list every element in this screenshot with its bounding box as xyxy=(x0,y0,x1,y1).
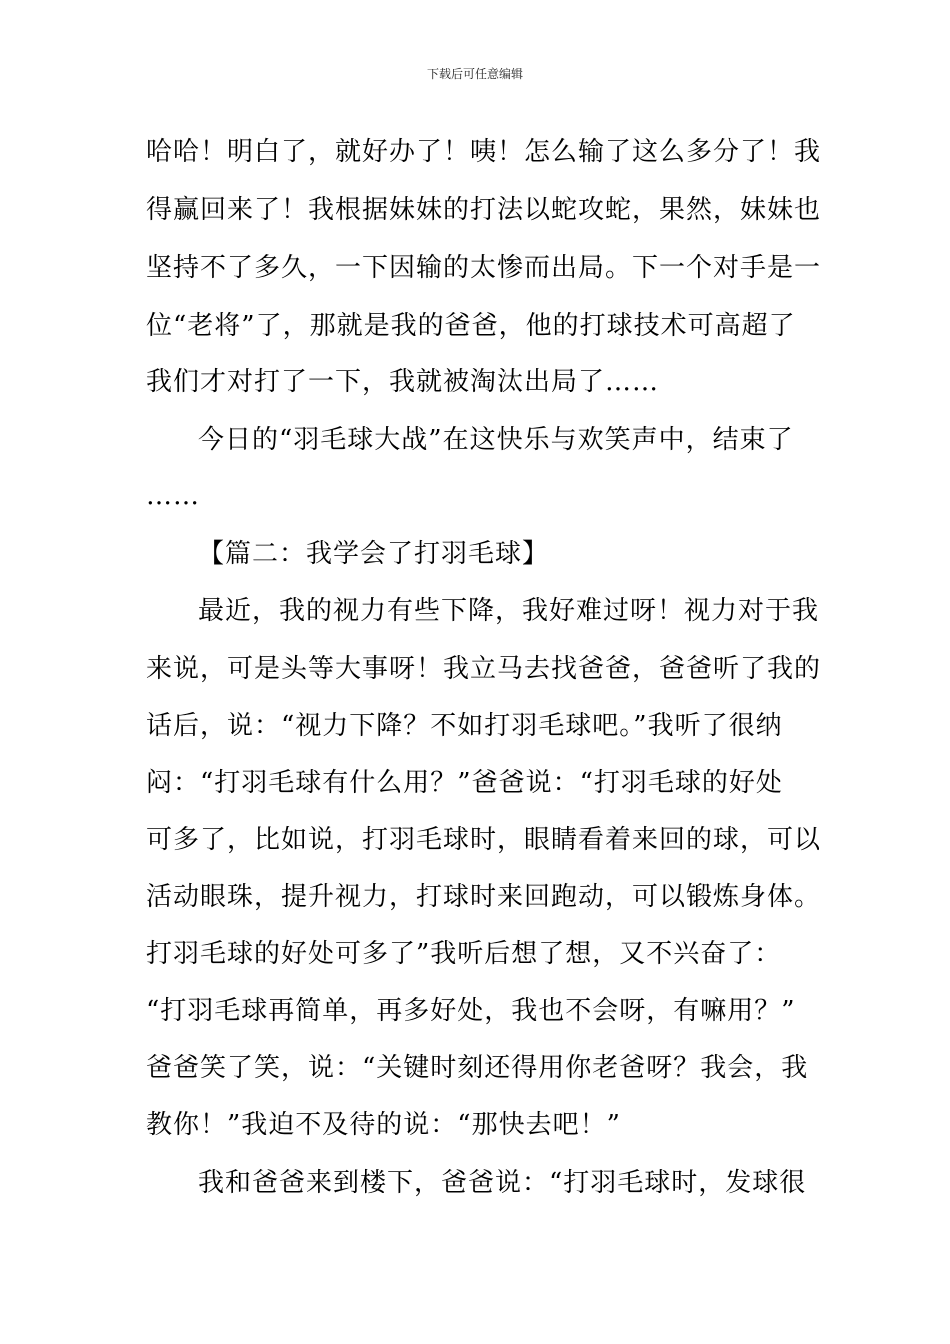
text-line: 我们才对打了一下，我就被淘汰出局了…… xyxy=(146,367,660,397)
section-heading: 【篇二：我学会了打羽毛球】 xyxy=(198,539,550,569)
text-line: 爸爸笑了笑，说：“关键时刻还得用你老爸呀？我会，我 xyxy=(146,1053,809,1083)
text-line: 哈哈！明白了，就好办了！咦！怎么输了这么多分了！我 xyxy=(146,137,822,167)
paragraph-start-line: 我和爸爸来到楼下，爸爸说：“打羽毛球时，发球很 xyxy=(198,1168,807,1198)
text-line: 得赢回来了！我根据妹妹的打法以蛇攻蛇，果然，妹妹也 xyxy=(146,195,822,225)
text-line: 来说，可是头等大事呀！我立马去找爸爸，爸爸听了我的 xyxy=(146,654,822,684)
text-line: 位“老将”了，那就是我的爸爸，他的打球技术可高超了 xyxy=(146,311,796,341)
text-line: 可多了，比如说，打羽毛球时，眼睛看着来回的球，可以 xyxy=(146,825,822,855)
text-line: 话后，说：“视力下降？不如打羽毛球吧。”我听了很纳 xyxy=(146,711,783,741)
text-line: 坚持不了多久，一下因输的太惨而出局。下一个对手是一 xyxy=(146,253,822,283)
text-line: 教你！”我迫不及待的说：“那快去吧！” xyxy=(146,1110,621,1140)
text-line: 活动眼珠，提升视力，打球时来回跑动，可以锻炼身体。 xyxy=(146,882,822,912)
paragraph-start-line: 最近，我的视力有些下降，我好难过呀！视力对于我 xyxy=(198,596,820,626)
paragraph-start-line: 今日的“羽毛球大战”在这快乐与欢笑声中，结束了 xyxy=(198,425,794,455)
page-header: 下载后可任意编辑 xyxy=(426,67,523,81)
text-line: “打羽毛球再简单，再多好处，我也不会呀，有嘛用？” xyxy=(146,996,796,1026)
text-line: …… xyxy=(146,481,200,511)
text-line: 打羽毛球的好处可多了”我听后想了想，又不兴奋了： xyxy=(146,939,782,969)
text-line: 闷：“打羽毛球有什么用？”爸爸说：“打羽毛球的好处 xyxy=(146,768,783,798)
